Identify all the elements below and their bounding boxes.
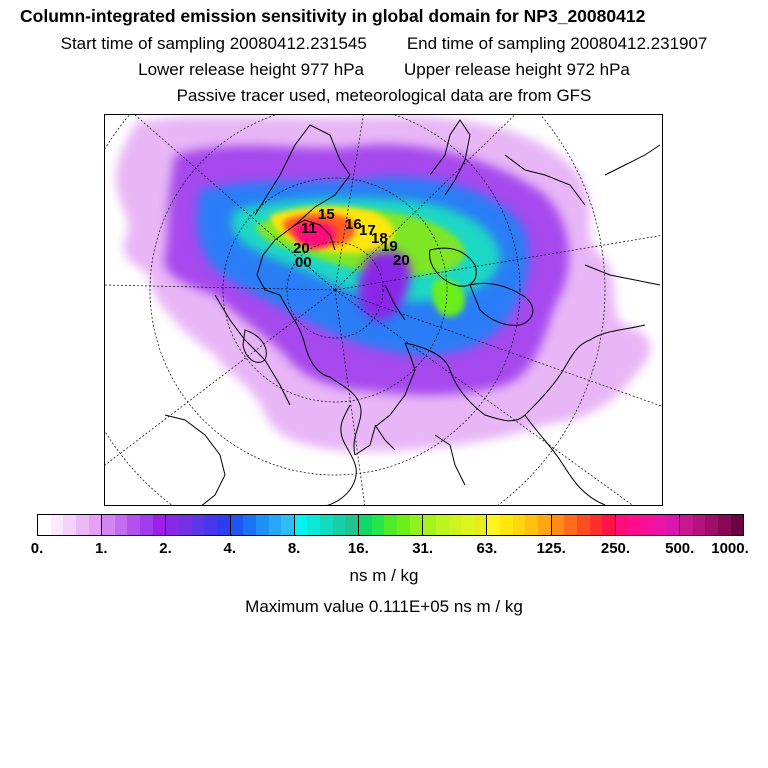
sensitivity-field <box>116 116 651 451</box>
colorbar-swatch <box>500 515 513 535</box>
colorbar-swatch <box>564 515 577 535</box>
colorbar-swatch <box>101 515 115 535</box>
colorbar-tick-label: 63. <box>476 540 498 557</box>
colorbar-swatch <box>76 515 89 535</box>
colorbar-swatch <box>538 515 551 535</box>
colorbar-swatch <box>602 515 615 535</box>
colorbar-swatch <box>115 515 128 535</box>
colorbar-swatch <box>422 515 436 535</box>
colorbar-tick-label: 250. <box>600 540 631 557</box>
colorbar <box>37 514 744 536</box>
trajectory-label: 00 <box>295 254 312 271</box>
colorbar-swatch <box>628 515 641 535</box>
colorbar-ticks <box>0 540 768 560</box>
sensitivity-map <box>104 114 663 506</box>
unit-label: ns m / kg <box>349 566 419 585</box>
colorbar-tick-label: 8. <box>287 540 301 557</box>
map-canvas <box>105 115 663 506</box>
trajectory-label: 20 <box>393 252 410 269</box>
colorbar-swatch <box>372 515 385 535</box>
colorbar-swatch <box>243 515 256 535</box>
colorbar-swatch <box>269 515 282 535</box>
colorbar-swatch <box>436 515 449 535</box>
colorbar-swatch <box>127 515 140 535</box>
colorbar-tick-label: 1000. <box>711 540 749 557</box>
colorbar-swatch <box>140 515 153 535</box>
colorbar-swatch <box>51 515 64 535</box>
tracer-note: Passive tracer used, meteorological data are from GFS <box>176 86 592 105</box>
colorbar-tick-label: 500. <box>665 540 695 557</box>
trajectory-label: 20 <box>293 240 310 257</box>
colorbar-tick-label: 0. <box>30 540 44 557</box>
colorbar-swatch <box>333 515 346 535</box>
colorbar-swatch <box>486 515 500 535</box>
colorbar-swatch <box>449 515 462 535</box>
colorbar-tick-label: 4. <box>223 540 237 557</box>
colorbar-swatch <box>179 515 192 535</box>
colorbar-swatch <box>718 515 731 535</box>
colorbar-swatch <box>89 515 102 535</box>
colorbar-swatch <box>705 515 718 535</box>
colorbar-swatch <box>38 515 51 535</box>
trajectory-label: 15 <box>318 206 335 223</box>
start-time-label: Start time of sampling 20080412.231545 <box>60 34 367 53</box>
colorbar-swatch <box>192 515 205 535</box>
colorbar-swatch <box>294 515 308 535</box>
colorbar-swatch <box>384 515 397 535</box>
trajectory-label: 11 <box>301 220 317 237</box>
colorbar-swatch <box>307 515 320 535</box>
colorbar-swatch <box>513 515 526 535</box>
colorbar-swatch <box>153 515 166 535</box>
colorbar-swatch <box>615 515 629 535</box>
colorbar-swatch <box>551 515 565 535</box>
colorbar-swatch <box>256 515 269 535</box>
max-value-label: Maximum value 0.111E+05 ns m / kg <box>245 597 523 616</box>
colorbar-tick-label: 125. <box>536 540 566 557</box>
colorbar-swatch <box>679 515 693 535</box>
colorbar-swatch <box>230 515 244 535</box>
colorbar-tick-label: 1. <box>95 540 108 557</box>
colorbar-swatch <box>525 515 538 535</box>
colorbar-swatch <box>731 515 744 535</box>
colorbar-swatch <box>358 515 372 535</box>
colorbar-swatch <box>217 515 230 535</box>
lower-height-label: Lower release height 977 hPa <box>138 60 364 79</box>
colorbar-swatch <box>410 515 423 535</box>
colorbar-swatch <box>345 515 358 535</box>
colorbar-swatch <box>204 515 217 535</box>
colorbar-swatch <box>461 515 474 535</box>
colorbar-swatch <box>281 515 294 535</box>
colorbar-swatch <box>165 515 179 535</box>
colorbar-swatch <box>320 515 333 535</box>
colorbar-tick-label: 16. <box>347 540 369 557</box>
colorbar-tick-label: 31. <box>412 540 434 557</box>
trajectory-label: 19 <box>381 238 398 255</box>
colorbar-swatch <box>590 515 603 535</box>
trajectory-label: 18 <box>371 230 388 247</box>
trajectory-label: 16 <box>345 216 362 233</box>
colorbar-swatch <box>397 515 410 535</box>
colorbar-swatch <box>654 515 667 535</box>
colorbar-tick-label: 2. <box>159 540 172 557</box>
sampling-times <box>0 34 768 54</box>
upper-height-label: Upper release height 972 hPa <box>404 60 630 79</box>
release-heights <box>0 60 768 80</box>
end-time-label: End time of sampling 20080412.231907 <box>406 34 708 53</box>
colorbar-swatch <box>641 515 654 535</box>
colorbar-swatch <box>63 515 76 535</box>
colorbar-swatch <box>666 515 679 535</box>
trajectory-label: 17 <box>359 222 376 239</box>
colorbar-swatch <box>693 515 706 535</box>
plot-title: Column-integrated emission sensitivity in global domain for NP3_20080412 <box>20 6 646 26</box>
colorbar-swatch <box>474 515 487 535</box>
colorbar-swatch <box>577 515 590 535</box>
